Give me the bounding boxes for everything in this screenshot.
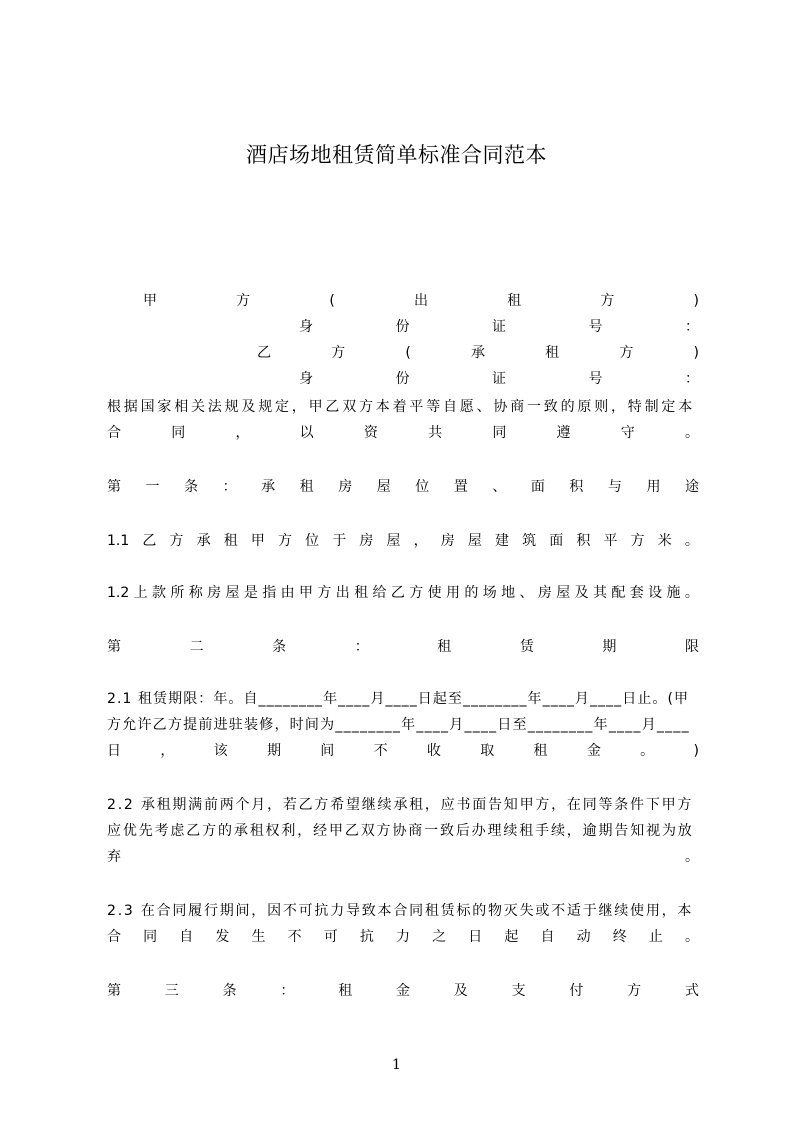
line-glyph: 屋 bbox=[376, 479, 391, 495]
line-glyph: 生 bbox=[251, 929, 266, 945]
line-glyph: 守 bbox=[620, 425, 635, 441]
line-glyph: 取 bbox=[480, 743, 495, 759]
line-glyph: 的 bbox=[464, 585, 479, 601]
line-glyph: 第 bbox=[107, 983, 121, 999]
line-glyph: 方 bbox=[236, 293, 251, 309]
line-glyph: ， bbox=[235, 425, 250, 441]
line-glyph: 租 bbox=[338, 983, 353, 999]
line-glyph: 以 bbox=[299, 425, 314, 441]
text-line bbox=[107, 476, 699, 498]
line-glyph: 份 bbox=[395, 319, 410, 335]
line-glyph: 上 bbox=[133, 585, 148, 601]
line-glyph: 施 bbox=[666, 585, 681, 601]
line-glyph: 乙 bbox=[390, 585, 405, 601]
text-line bbox=[107, 688, 699, 710]
line-glyph: 自 bbox=[540, 929, 555, 945]
line-glyph: 平 bbox=[603, 533, 618, 549]
line-glyph: 方 bbox=[627, 983, 642, 999]
line-glyph: 期 bbox=[266, 743, 281, 759]
line-glyph: ( bbox=[405, 345, 411, 361]
text-line bbox=[107, 530, 699, 552]
page-number: 1 bbox=[392, 1057, 401, 1073]
line-glyph: 出 bbox=[335, 585, 350, 601]
line-glyph: 同 bbox=[171, 425, 186, 441]
line-glyph: 用 bbox=[446, 585, 461, 601]
line-glyph: 屋 bbox=[556, 585, 571, 601]
line-glyph: ： bbox=[685, 319, 699, 335]
line-glyph: 方 bbox=[600, 293, 615, 309]
line-glyph: 二 bbox=[189, 639, 204, 655]
line-glyph: 份 bbox=[395, 371, 410, 387]
line-glyph: 积 bbox=[576, 533, 591, 549]
line-glyph: 同 bbox=[143, 929, 158, 945]
line-glyph: 合 bbox=[107, 425, 121, 441]
line-glyph: 条 bbox=[272, 639, 287, 655]
line-glyph: 限 bbox=[684, 639, 699, 655]
line-glyph: 称 bbox=[188, 585, 203, 601]
line-glyph: 方 bbox=[169, 533, 184, 549]
line-glyph: 及 bbox=[453, 983, 468, 999]
line-glyph: 第 bbox=[107, 479, 121, 495]
line-glyph: 。 bbox=[684, 585, 699, 601]
line-glyph: 筑 bbox=[522, 533, 537, 549]
line-glyph: ) bbox=[693, 345, 699, 361]
line-glyph: 力 bbox=[396, 929, 410, 945]
line-glyph: 是 bbox=[243, 585, 258, 601]
text-line bbox=[107, 714, 699, 736]
line-glyph: 租 bbox=[354, 585, 369, 601]
line-glyph: 式 bbox=[684, 983, 699, 999]
text-line bbox=[107, 794, 699, 816]
line-glyph: 租 bbox=[437, 639, 452, 655]
line-text: 2.3 在合同履行期间，因不可抗力导致本合同租赁标的物灭失或不适于继续使用，本 bbox=[107, 903, 694, 919]
line-glyph: 方 bbox=[317, 585, 332, 601]
line-glyph: 承 bbox=[470, 345, 485, 361]
line-glyph: 收 bbox=[426, 743, 441, 759]
line-glyph: 房 bbox=[537, 585, 552, 601]
line-glyph: 共 bbox=[428, 425, 443, 441]
line-glyph: 起 bbox=[504, 929, 519, 945]
line-glyph: 房 bbox=[207, 585, 222, 601]
text-line bbox=[107, 980, 699, 1002]
line-glyph: 套 bbox=[629, 585, 644, 601]
line-glyph: 不 bbox=[287, 929, 302, 945]
line-glyph: 位 bbox=[415, 479, 430, 495]
line-glyph: 指 bbox=[262, 585, 277, 601]
text-line bbox=[107, 900, 699, 922]
line-glyph: 方 bbox=[630, 533, 645, 549]
line-glyph: 米 bbox=[657, 533, 672, 549]
line-glyph: 、 bbox=[519, 585, 534, 601]
line-glyph: 1.2 bbox=[107, 585, 130, 601]
line-glyph: 承 bbox=[261, 479, 276, 495]
text-line bbox=[299, 316, 699, 338]
line-glyph: 场 bbox=[482, 585, 497, 601]
text-line bbox=[107, 396, 699, 418]
line-glyph: 甲 bbox=[299, 585, 314, 601]
line-glyph: 方 bbox=[409, 585, 424, 601]
line-glyph: 屋 bbox=[386, 533, 401, 549]
line-glyph: 身 bbox=[299, 319, 313, 335]
line-glyph: 可 bbox=[323, 929, 338, 945]
line-glyph: 配 bbox=[611, 585, 626, 601]
line-glyph: ， bbox=[413, 533, 428, 549]
line-glyph: 赁 bbox=[519, 639, 534, 655]
text-line bbox=[257, 342, 699, 364]
line-glyph: 乙 bbox=[142, 533, 157, 549]
line-glyph: 。 bbox=[685, 929, 699, 945]
text-line bbox=[107, 926, 699, 948]
line-glyph: 、 bbox=[492, 479, 507, 495]
line-glyph: 条 bbox=[184, 479, 199, 495]
text-line bbox=[107, 820, 699, 842]
line-glyph: 资 bbox=[363, 425, 378, 441]
line-glyph: 付 bbox=[569, 983, 584, 999]
line-glyph: 发 bbox=[215, 929, 230, 945]
text-line bbox=[107, 846, 699, 868]
line-glyph: 使 bbox=[427, 585, 442, 601]
line-glyph: 弃 bbox=[107, 849, 121, 865]
text-line bbox=[107, 740, 699, 762]
line-glyph: 甲 bbox=[250, 533, 265, 549]
line-glyph: 日 bbox=[468, 929, 483, 945]
line-glyph: 自 bbox=[179, 929, 194, 945]
line-glyph: 动 bbox=[576, 929, 591, 945]
line-glyph: 途 bbox=[684, 479, 699, 495]
line-glyph: 条 bbox=[222, 983, 237, 999]
line-glyph: 设 bbox=[648, 585, 663, 601]
text-line bbox=[299, 368, 699, 390]
line-glyph: 房 bbox=[440, 533, 455, 549]
line-glyph: 地 bbox=[501, 585, 516, 601]
line-glyph: 第 bbox=[107, 639, 121, 655]
line-glyph: 屋 bbox=[225, 585, 240, 601]
line-glyph: 。 bbox=[640, 743, 655, 759]
text-line bbox=[107, 422, 699, 444]
line-text: 2.1 租赁期限：年。自________年____月____日起至________年____月____日止。(甲 bbox=[107, 691, 690, 707]
line-glyph: 面 bbox=[530, 479, 545, 495]
line-glyph: 用 bbox=[646, 479, 661, 495]
line-glyph: 合 bbox=[107, 929, 121, 945]
line-glyph: 给 bbox=[372, 585, 387, 601]
line-glyph: 抗 bbox=[359, 929, 374, 945]
line-text: 方允许乙方提前进驻装修，时间为________年____月____日至________年____月____ bbox=[107, 717, 690, 733]
line-glyph: 之 bbox=[432, 929, 447, 945]
line-glyph: 方 bbox=[331, 345, 346, 361]
line-glyph: 租 bbox=[299, 479, 314, 495]
line-glyph: 方 bbox=[278, 533, 293, 549]
line-glyph: 号 bbox=[588, 319, 603, 335]
line-glyph: ( bbox=[329, 293, 335, 309]
line-glyph: 遵 bbox=[556, 425, 571, 441]
line-glyph: 不 bbox=[373, 743, 388, 759]
line-glyph: 支 bbox=[511, 983, 526, 999]
line-glyph: ： bbox=[354, 639, 369, 655]
line-glyph: 租 bbox=[507, 293, 522, 309]
line-glyph: 租 bbox=[533, 743, 548, 759]
line-glyph: 乙 bbox=[257, 345, 271, 361]
line-glyph: 1.1 bbox=[107, 533, 130, 549]
line-glyph: 。 bbox=[684, 533, 699, 549]
line-glyph: 款 bbox=[152, 585, 167, 601]
line-glyph: 位 bbox=[305, 533, 320, 549]
line-glyph: ) bbox=[693, 293, 699, 309]
line-glyph: 终 bbox=[612, 929, 627, 945]
line-glyph: 。 bbox=[684, 425, 699, 441]
line-glyph: ： bbox=[280, 983, 295, 999]
line-glyph: 证 bbox=[492, 371, 506, 387]
line-glyph: 其 bbox=[593, 585, 608, 601]
line-glyph: 所 bbox=[170, 585, 185, 601]
line-glyph: 该 bbox=[213, 743, 228, 759]
line-glyph: ) bbox=[693, 743, 699, 759]
line-glyph: 承 bbox=[196, 533, 211, 549]
line-glyph: 止 bbox=[648, 929, 663, 945]
line-glyph: 。 bbox=[685, 849, 699, 865]
line-glyph: 三 bbox=[164, 983, 179, 999]
line-glyph: 由 bbox=[280, 585, 295, 601]
line-glyph: 租 bbox=[545, 345, 560, 361]
line-glyph: 一 bbox=[145, 479, 160, 495]
line-glyph: 与 bbox=[607, 479, 622, 495]
line-glyph: 建 bbox=[495, 533, 510, 549]
text-line bbox=[107, 582, 699, 604]
line-glyph: 于 bbox=[332, 533, 347, 549]
line-glyph: 同 bbox=[492, 425, 507, 441]
line-glyph: 身 bbox=[299, 371, 313, 387]
line-glyph: 及 bbox=[574, 585, 589, 601]
line-glyph: 期 bbox=[602, 639, 617, 655]
line-glyph: 金 bbox=[586, 743, 601, 759]
line-glyph: 方 bbox=[619, 345, 634, 361]
line-glyph: ， bbox=[160, 743, 175, 759]
line-text: 应优先考虑乙方的承租权利，经甲乙双方协商一致后办理续租手续，逾期告知视为放 bbox=[107, 823, 694, 839]
text-line bbox=[143, 290, 699, 312]
line-glyph: 出 bbox=[413, 293, 428, 309]
line-text: 根据国家相关法规及规定，甲乙双方本着平等自愿、协商一致的原则，特制定本 bbox=[107, 399, 695, 415]
line-glyph: 间 bbox=[320, 743, 335, 759]
line-glyph: 面 bbox=[549, 533, 564, 549]
line-glyph: 房 bbox=[338, 479, 353, 495]
line-glyph: 屋 bbox=[467, 533, 482, 549]
text-line bbox=[107, 636, 699, 658]
line-glyph: ： bbox=[685, 371, 699, 387]
line-glyph: 房 bbox=[359, 533, 374, 549]
line-glyph: 日 bbox=[107, 743, 121, 759]
line-glyph: ： bbox=[222, 479, 237, 495]
line-glyph: 置 bbox=[453, 479, 468, 495]
line-glyph: 积 bbox=[569, 479, 584, 495]
line-glyph: 证 bbox=[492, 319, 506, 335]
line-glyph: 租 bbox=[223, 533, 238, 549]
line-glyph: 号 bbox=[588, 371, 603, 387]
document-title: 酒店场地租赁简单标准合同范本 bbox=[246, 143, 547, 167]
line-text: 2.2 承租期满前两个月，若乙方希望继续承租，应书面告知甲方，在同等条件下甲方 bbox=[107, 797, 694, 813]
line-glyph: 甲 bbox=[143, 293, 157, 309]
line-glyph: 金 bbox=[395, 983, 410, 999]
